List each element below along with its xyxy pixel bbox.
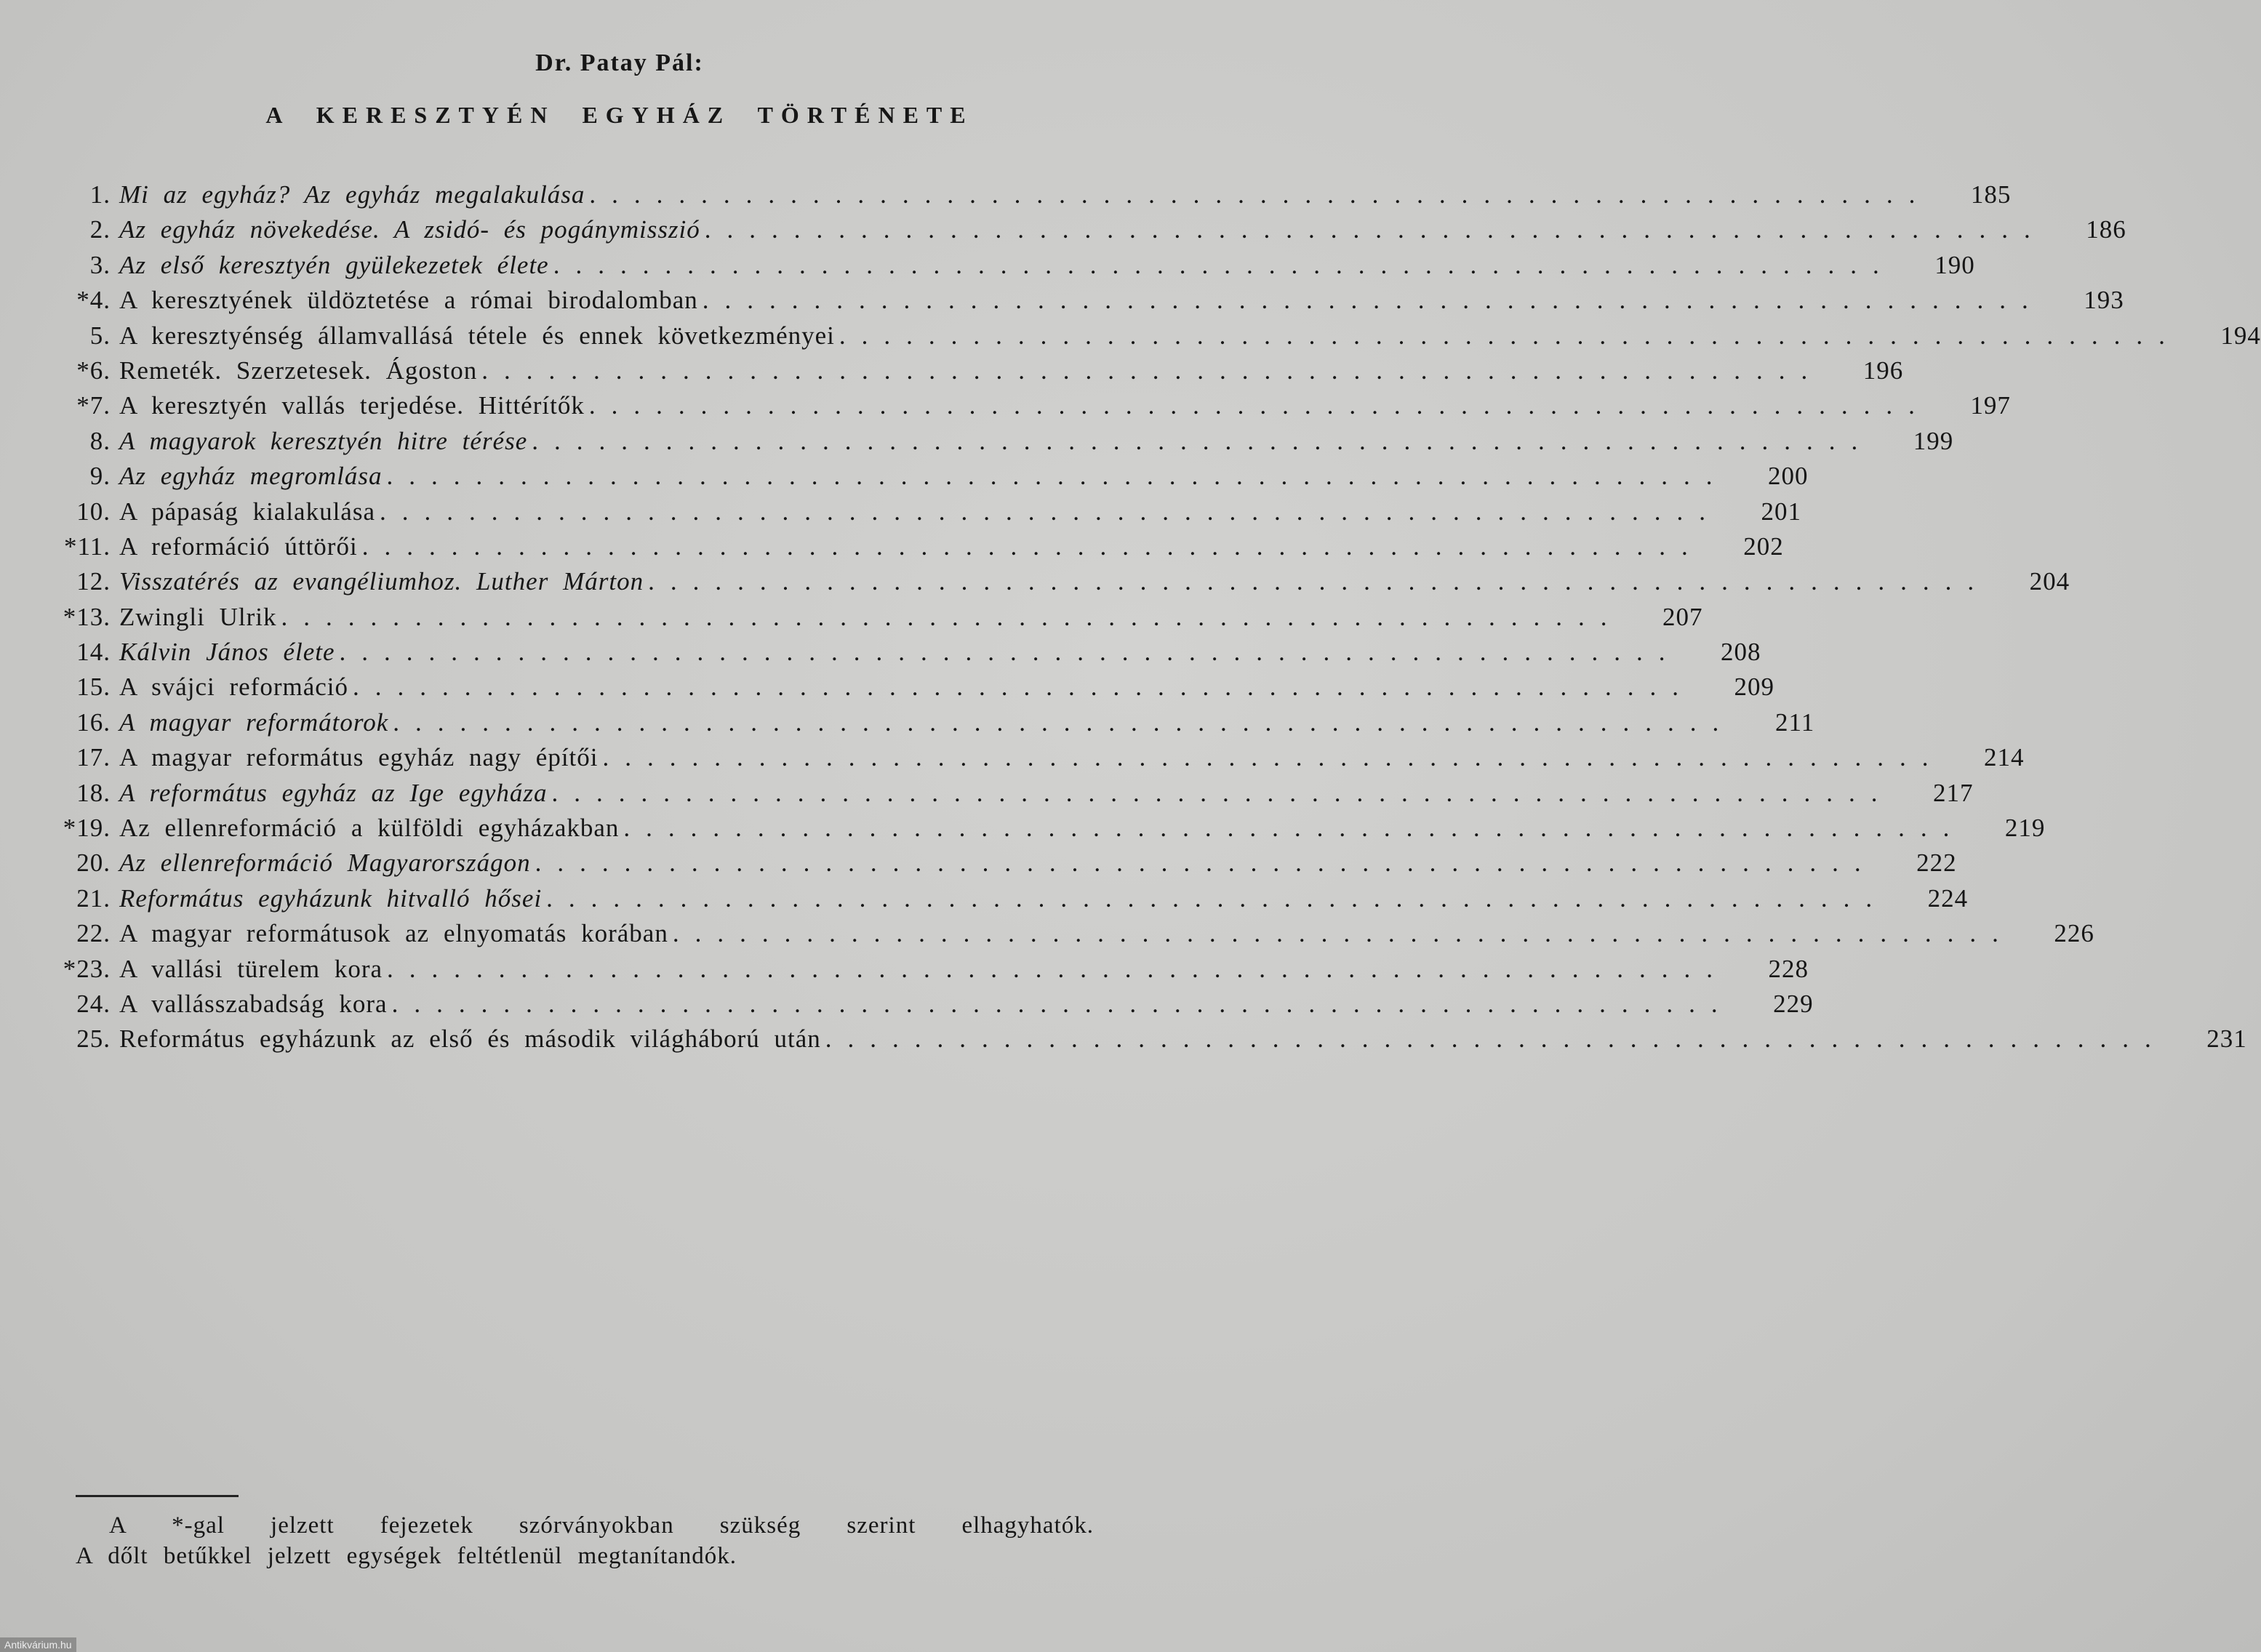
toc-entry (58, 743, 2025, 778)
entry-title: A református egyház az Ige egyháza (119, 778, 548, 807)
footnote-divider (76, 1495, 239, 1497)
leader-dots: ............................................................ (648, 567, 1990, 596)
leader-dots: ............................................................ (589, 180, 1932, 209)
toc-entry (58, 602, 1703, 638)
entry-title: Az ellenreformáció a külföldi egyházakban (119, 814, 620, 843)
entry-title: A vallásszabadság kora (119, 989, 388, 1018)
entry-number: 24. (76, 989, 111, 1018)
entry-title: Remeték. Szerzetesek. Ágoston (119, 356, 478, 385)
entry-title: A magyar reformátorok (119, 707, 389, 737)
entry-page: 200 (1767, 462, 1809, 491)
toc-entry (58, 356, 1904, 391)
leader-dots: ............................................................ (386, 462, 1729, 491)
entry-page: 229 (1773, 989, 1814, 1018)
entry-title: Az egyház megromlása (119, 462, 383, 491)
toc-entry (58, 321, 2261, 356)
leader-dots: ............................................................ (387, 954, 1729, 983)
entry-page: 202 (1743, 532, 1784, 561)
leader-dots: ............................................................ (553, 250, 1895, 279)
entry-page: 226 (2054, 919, 2094, 948)
entry-number: 15. (76, 673, 111, 702)
entry-page: 197 (1970, 391, 2011, 420)
entry-number: 10. (76, 497, 111, 526)
toc-entry (58, 778, 1974, 814)
toc-entry (58, 1025, 2247, 1059)
entry-number: 25. (76, 1025, 111, 1054)
toc-entry (58, 989, 1814, 1025)
leader-dots: ............................................................ (623, 814, 1966, 843)
toc-entry (58, 462, 1809, 497)
leader-dots: ............................................................ (588, 391, 1931, 420)
page-title: A KERESZTYÉN EGYHÁZ TÖRTÉNETE (265, 102, 974, 128)
entry-number: *11. (64, 532, 111, 561)
entry-page: 208 (1721, 638, 1761, 667)
toc-entry (58, 673, 1775, 707)
toc-entry (58, 497, 1802, 532)
entry-number: 18. (76, 778, 111, 807)
entry-number: 16. (76, 707, 111, 737)
watermark: Antikvárium.hu (0, 1637, 76, 1652)
entry-title: A magyar református egyház nagy építői (119, 743, 599, 772)
entry-page: 224 (1927, 883, 1969, 913)
toc-entry (58, 883, 1969, 919)
toc-entry (58, 250, 1975, 286)
entry-number: 8. (89, 426, 111, 455)
entry-title: Mi az egyház? Az egyház megalakulása (119, 180, 585, 209)
entry-page: 186 (2086, 215, 2126, 244)
entry-page: 193 (2084, 286, 2124, 315)
entry-title: Az ellenreformáció Magyarországon (119, 849, 531, 878)
entry-number: 17. (76, 743, 111, 772)
entry-title: A keresztyének üldöztetése a római birodalomban (119, 286, 698, 315)
entry-page: 204 (2029, 567, 2070, 596)
leader-dots: ............................................................ (361, 532, 1704, 561)
entry-page: 190 (1934, 250, 1975, 279)
entry-title: A magyarok keresztyén hitre térése (119, 426, 528, 455)
entry-number: 20. (76, 849, 111, 878)
entry-title: A magyar reformátusok az elnyomatás korában (119, 919, 668, 948)
entry-number: 22. (76, 919, 111, 948)
entry-title: Zwingli Ulrik (119, 602, 277, 631)
entry-page: 207 (1662, 602, 1703, 631)
leader-dots: ............................................................ (546, 883, 1889, 913)
table-of-contents (58, 180, 2261, 1060)
toc-entry (58, 707, 1815, 743)
leader-dots: ............................................................ (481, 356, 1824, 385)
toc-entry (58, 391, 2011, 426)
entry-number: *6. (76, 356, 111, 385)
toc-entry (58, 638, 1761, 673)
leader-dots: ............................................................ (702, 286, 2044, 315)
toc-entry (58, 919, 2094, 954)
entry-title: A pápaság kialakulása (119, 497, 376, 526)
entry-number: 3. (89, 250, 111, 279)
leader-dots: ............................................................ (535, 849, 1877, 878)
leader-dots: ............................................................ (281, 602, 1623, 631)
toc-entry (58, 849, 1957, 883)
entry-page: 214 (1984, 743, 2025, 772)
leader-dots: ............................................................ (825, 1025, 2167, 1054)
entry-number: *19. (63, 814, 111, 843)
entry-page: 194 (2220, 321, 2261, 350)
entry-page: 196 (1862, 356, 1904, 385)
leader-dots: ............................................................ (551, 778, 1894, 807)
entry-title: Református egyházunk az első és második világháború után (119, 1025, 821, 1054)
leader-dots: ............................................................ (393, 707, 1735, 737)
toc-entry (58, 532, 1784, 567)
leader-dots: ............................................................ (380, 497, 1722, 526)
entry-title: Az egyház növekedése. A zsidó- és pogánymisszió (119, 215, 700, 244)
toc-entry (58, 954, 1809, 990)
toc-entry (58, 180, 2012, 215)
entry-title: Kálvin János élete (119, 638, 335, 667)
toc-entry (58, 286, 2124, 321)
leader-dots: ............................................................ (839, 321, 2181, 350)
entry-page: 222 (1916, 849, 1957, 878)
leader-dots: ............................................................ (704, 215, 2046, 244)
entry-page: 217 (1933, 778, 1974, 807)
leader-dots: ............................................................ (602, 743, 1945, 772)
entry-number: 12. (76, 567, 111, 596)
entry-title: A keresztyénség államvallásá tétele és ennek következményei (119, 321, 835, 350)
entry-number: 2. (89, 215, 111, 244)
leader-dots: ............................................................ (532, 426, 1874, 455)
leader-dots: ............................................................ (672, 919, 2014, 948)
entry-title: A vallási türelem kora (119, 954, 383, 983)
toc-entry (58, 814, 2046, 849)
entry-title: A svájci reformáció (119, 673, 349, 702)
toc-entry (58, 426, 1954, 462)
entry-title: Református egyházunk hitvalló hősei (119, 883, 543, 913)
entry-page: 231 (2206, 1025, 2247, 1054)
entry-number: *13. (63, 602, 111, 631)
entry-number: *4. (76, 286, 111, 315)
entry-page: 185 (1970, 180, 2012, 209)
entry-title: Visszatérés az evangéliumhoz. Luther Márton (119, 567, 644, 596)
entry-page: 219 (2004, 814, 2046, 843)
entry-number: 5. (89, 321, 111, 350)
toc-entry (58, 215, 2126, 250)
entry-page: 199 (1913, 426, 1954, 455)
leader-dots: ............................................................ (391, 989, 1734, 1018)
entry-page: 201 (1761, 497, 1802, 526)
footnote-line-1: A *-gal jelzett fejezetek szórványokban szükség szerint elhagyhatók. (109, 1512, 1094, 1539)
entry-page: 228 (1768, 954, 1809, 983)
leader-dots: ............................................................ (339, 638, 1681, 667)
entry-number: 1. (89, 180, 111, 209)
leader-dots: ............................................................ (353, 673, 1695, 702)
entry-number: 21. (76, 883, 111, 913)
entry-title: A reformáció úttörői (119, 532, 358, 561)
entry-number: 14. (76, 638, 111, 667)
entry-title: Az első keresztyén gyülekezetek élete (119, 250, 549, 279)
author: Dr. Patay Pál: (535, 49, 704, 76)
toc-entry (58, 567, 2070, 602)
footnote-line-2: A dőlt betűkkel jelzett egységek feltétlenül megtanítandók. (76, 1543, 737, 1569)
entry-number: *23. (63, 954, 111, 983)
entry-title: A keresztyén vallás terjedése. Hittérítők (119, 391, 585, 420)
entry-page: 211 (1775, 707, 1815, 737)
entry-number: 9. (89, 462, 111, 491)
entry-page: 209 (1734, 673, 1775, 702)
entry-number: *7. (76, 391, 111, 420)
